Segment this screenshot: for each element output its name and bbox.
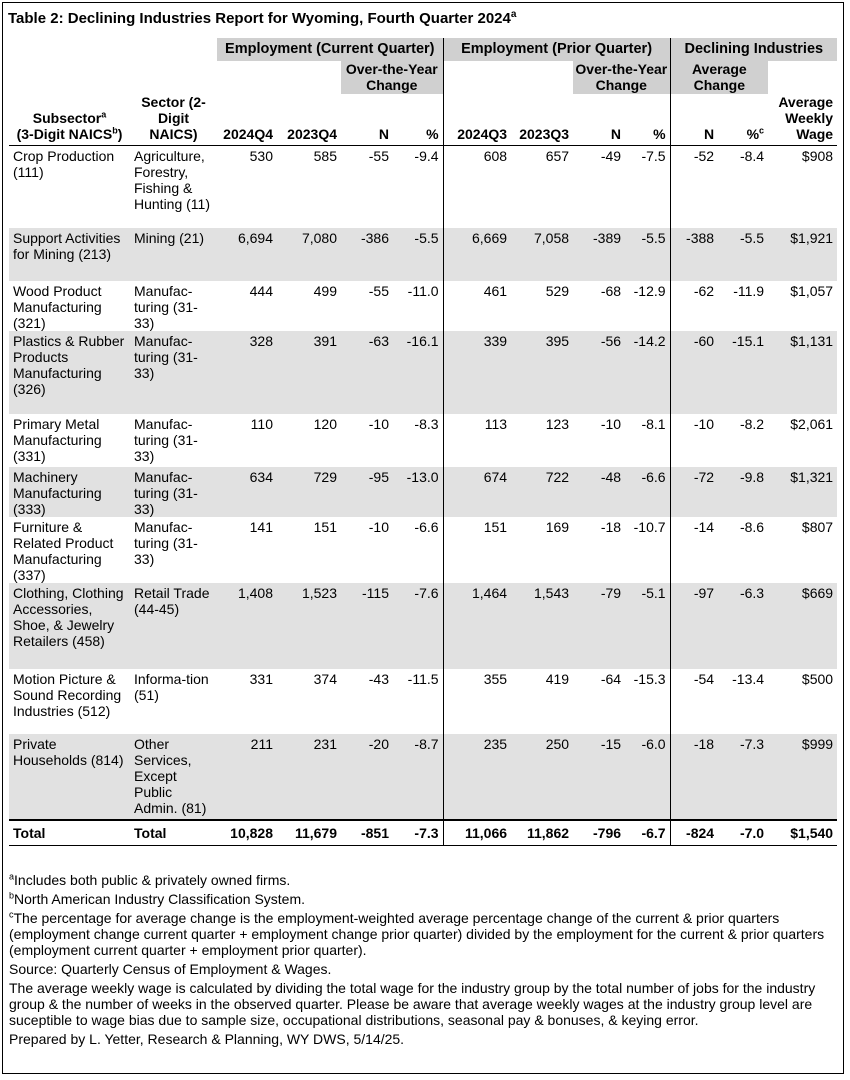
value-cell: -62 [670, 281, 718, 331]
value-cell: -43 [368, 670, 389, 687]
value-cell: 120 [313, 415, 337, 432]
header-2024q4: 2024Q4 [223, 126, 273, 142]
value-cell: -49 [600, 148, 622, 164]
value-cell: 657 [545, 148, 570, 164]
value-cell: $669 [768, 583, 837, 669]
total-value-cell: 11,679 [277, 820, 341, 846]
value-cell: -63 [341, 331, 393, 414]
value-cell: -16.1 [393, 331, 443, 414]
footnote: $^a$Includes both public & privately owned firms. [9, 871, 291, 888]
value-cell: 395 [511, 331, 573, 414]
sector-cell: Manufac-turing (31-33) [130, 467, 217, 517]
value-cell: -55 [368, 148, 389, 164]
value-cell: 169 [545, 518, 570, 535]
sector-cell: Agriculture, Forestry, Fishing & Hunting (11) [134, 148, 211, 212]
value-cell: 444 [249, 282, 273, 299]
subsector-cell: Machinery Manufacturing (333) [9, 467, 130, 517]
value-cell: 6,669 [443, 228, 511, 281]
value-cell: 499 [313, 282, 337, 299]
group-prior-quarter: Employment (Prior Quarter) [443, 38, 670, 61]
value-cell: -15.3 [633, 670, 666, 687]
value-cell: 211 [217, 734, 277, 820]
value-cell: -14 [670, 517, 718, 583]
header-current-pct: % [426, 126, 439, 142]
value-cell: $2,061 [790, 415, 834, 432]
value-cell: -389 [573, 228, 625, 281]
table-row [9, 331, 837, 414]
value-cell: -6.6 [414, 518, 439, 535]
subgroup-oty-prior: Over-the-Year Change [573, 61, 670, 94]
table-row [9, 517, 837, 583]
value-cell: -8.6 [739, 518, 765, 535]
value-cell: 419 [545, 670, 570, 687]
value-cell: -15 [573, 734, 625, 820]
value-cell: -10 [600, 415, 622, 432]
value-cell: -54 [670, 669, 718, 734]
footnote: Prepared by L. Yetter, Research & Planning, WY DWS, 5/14/25. [9, 1031, 405, 1047]
sector-cell: Mining (21) [130, 228, 217, 281]
value-cell: -11.9 [733, 282, 765, 299]
value-cell: -8.2 [739, 415, 765, 432]
value-cell: 151 [443, 517, 511, 583]
value-cell: 1,543 [511, 583, 573, 669]
table-row [9, 467, 837, 517]
value-cell: 6,694 [217, 228, 277, 281]
value-cell: -55 [368, 282, 389, 299]
header-sector: Sector (2-Digit NAICS) [141, 94, 206, 142]
value-cell: -20 [341, 734, 393, 820]
total-subsector-cell: Total [9, 820, 130, 846]
value-cell: -14.2 [625, 331, 670, 414]
subgroup-average-change: Average Change [670, 61, 768, 94]
footnote: $^c$The percentage for average change is the employment-weighted average percentage change of the current & prior quarters (employment change current quarter + employment change prior quarter) divided by the employment for the current & prior quarters (employment current quarter + employment prior quarter). [9, 909, 825, 958]
header-prior-n: N [610, 126, 622, 142]
header-2023q3: 2023Q3 [519, 126, 570, 142]
value-cell: -13.4 [732, 670, 765, 687]
value-cell: 7,080 [277, 228, 341, 281]
subsector-cell: Crop Production (111) [13, 148, 115, 180]
value-cell: 608 [443, 146, 511, 228]
value-cell: -8.3 [414, 415, 439, 432]
value-cell: -388 [670, 228, 718, 281]
value-cell: -64 [600, 670, 622, 687]
subsector-cell: Furniture & Related Product Manufacturing (337) [13, 518, 114, 583]
sector-cell: Manufac-turing (31-33) [134, 282, 198, 331]
value-cell: $999 [768, 734, 837, 820]
value-cell: $500 [801, 670, 834, 687]
value-cell: -10 [368, 518, 389, 535]
value-cell: $1,321 [768, 467, 837, 517]
value-cell: -18 [670, 734, 718, 820]
value-cell: -8.1 [641, 415, 666, 432]
value-cell: 1,523 [277, 583, 341, 669]
header-avg-pct: %$^c$ [746, 125, 765, 142]
sector-cell: Informa-tion (51) [134, 670, 209, 703]
total-value-cell: $1,540 [768, 820, 837, 846]
value-cell: -18 [600, 518, 622, 535]
value-cell: $1,057 [790, 282, 834, 299]
subsector-cell: Clothing, Clothing Accessories, Shoe, & Jewelry Retailers (458) [9, 583, 130, 669]
value-cell: -6.0 [625, 734, 670, 820]
value-cell: -9.4 [414, 148, 439, 164]
value-cell: 339 [443, 331, 511, 414]
value-cell: -5.5 [393, 228, 443, 281]
value-cell: -10 [368, 415, 389, 432]
table-row [9, 583, 837, 669]
value-cell: 250 [511, 734, 573, 820]
table-row [9, 734, 837, 820]
value-cell: -6.3 [718, 583, 768, 669]
header-2023q4: 2023Q4 [287, 126, 337, 142]
value-cell: -79 [573, 583, 625, 669]
sector-cell: Manufac-turing (31-33) [134, 415, 198, 464]
header-subsector: Subsector$^a$ (3-Digit NAICS$^b$) [16, 109, 123, 142]
subsector-cell: Private Households (814) [9, 734, 130, 820]
value-cell: -72 [670, 467, 718, 517]
table-row [9, 669, 837, 734]
subsector-cell: Wood Product Manufacturing (321) [13, 282, 102, 331]
footnote: $^b$North American Industry Classification System. [9, 890, 306, 907]
value-cell: -60 [670, 331, 718, 414]
value-cell: -5.5 [625, 228, 670, 281]
table-row [9, 228, 837, 281]
value-cell: 530 [249, 148, 273, 164]
value-cell: -7.3 [718, 734, 768, 820]
subsector-cell: Motion Picture & Sound Recording Industries (512) [13, 670, 122, 719]
table-row [9, 281, 837, 331]
total-value-cell: -7.3 [393, 820, 443, 846]
sector-cell: Retail Trade (44-45) [130, 583, 217, 669]
value-cell: 110 [250, 415, 273, 432]
total-value-cell: 11,066 [443, 820, 511, 846]
value-cell: -52 [670, 146, 718, 228]
sector-cell: Other Services, Except Public Admin. (81) [130, 734, 217, 820]
header-avg-n: N [670, 94, 718, 146]
header-prior-pct: % [653, 126, 666, 142]
value-cell: $807 [801, 518, 834, 535]
footnote: Source: Quarterly Census of Employment & Wages. [9, 961, 332, 977]
total-row [9, 820, 837, 846]
value-cell: -12.9 [633, 282, 666, 299]
footnotes [9, 872, 837, 1050]
table-row [9, 146, 837, 228]
value-cell: 7,058 [511, 228, 573, 281]
sector-cell: Manufac-turing (31-33) [130, 331, 217, 414]
value-cell: 674 [443, 467, 511, 517]
value-cell: $908 [801, 148, 834, 164]
value-cell: 235 [443, 734, 511, 820]
value-cell: -56 [573, 331, 625, 414]
total-value-cell: 11,862 [511, 820, 573, 846]
value-cell: $1,921 [768, 228, 837, 281]
total-value-cell: -7.0 [718, 820, 768, 846]
value-cell: 328 [217, 331, 277, 414]
value-cell: -386 [341, 228, 393, 281]
header-2024q3: 2024Q3 [443, 94, 511, 146]
value-cell: 374 [313, 670, 337, 687]
subsector-cell: Plastics & Rubber Products Manufacturing (326) [9, 331, 130, 414]
subgroup-oty-current: Over-the-Year Change [341, 61, 443, 94]
group-current-quarter: Employment (Current Quarter) [217, 38, 443, 61]
value-cell: 529 [545, 282, 570, 299]
value-cell: -7.6 [393, 583, 443, 669]
value-cell: 391 [277, 331, 341, 414]
value-cell: -10 [670, 414, 718, 467]
value-cell: -11.0 [407, 282, 439, 299]
value-cell: 634 [217, 467, 277, 517]
value-cell: 461 [443, 281, 511, 331]
header-current-n: N [378, 126, 389, 142]
total-value-cell: -824 [670, 820, 718, 846]
value-cell: 231 [277, 734, 341, 820]
declining-industries-table [9, 38, 837, 846]
sector-cell: Manufac-turing (31-33) [134, 518, 198, 567]
value-cell: -11.5 [407, 670, 439, 687]
value-cell: -97 [670, 583, 718, 669]
value-cell: -9.8 [718, 467, 768, 517]
value-cell: -95 [341, 467, 393, 517]
value-cell: 355 [443, 669, 511, 734]
value-cell: -7.5 [641, 148, 666, 164]
subsector-cell: Primary Metal Manufacturing (331) [13, 415, 102, 464]
value-cell: 722 [511, 467, 573, 517]
value-cell: $1,131 [768, 331, 837, 414]
group-declining-industries: Declining Industries [670, 38, 837, 61]
value-cell: 1,464 [443, 583, 511, 669]
table-title: Table 2: Declining Industries Report for Wyoming, Fourth Quarter 2024$^a$ [8, 9, 517, 27]
value-cell: 1,408 [217, 583, 277, 669]
value-cell: 113 [443, 414, 511, 467]
value-cell: -15.1 [718, 331, 768, 414]
value-cell: 123 [545, 415, 570, 432]
value-cell: -8.4 [739, 148, 765, 164]
total-value-cell: 10,828 [217, 820, 277, 846]
total-value-cell: -851 [341, 820, 393, 846]
value-cell: 585 [313, 148, 337, 164]
value-cell: 151 [313, 518, 337, 535]
value-cell: 141 [249, 518, 273, 535]
value-cell: -48 [573, 467, 625, 517]
subsector-cell: Support Activities for Mining (213) [9, 228, 130, 281]
value-cell: -115 [341, 583, 393, 669]
value-cell: 331 [249, 670, 273, 687]
footnote: The average weekly wage is calculated by dividing the total wage for the industry group by the total number of jobs for the industry group & the number of weeks in the observed quarter. Please be aware that average weekly wages at the industry group level are suceptible to wage bias due to sample size, occupational distributions, seasonal pay & bonuses, & keying error. [9, 980, 816, 1028]
value-cell: -5.5 [718, 228, 768, 281]
value-cell: -68 [600, 282, 622, 299]
header-avg-weekly-wage: Average Weekly Wage [778, 94, 834, 142]
total-value-cell: -796 [573, 820, 625, 846]
value-cell: -8.7 [393, 734, 443, 820]
value-cell: -10.7 [633, 518, 666, 535]
value-cell: -6.6 [625, 467, 670, 517]
value-cell: -13.0 [393, 467, 443, 517]
value-cell: -5.1 [625, 583, 670, 669]
total-sector-cell: Total [130, 820, 217, 846]
value-cell: 729 [277, 467, 341, 517]
total-value-cell: -6.7 [625, 820, 670, 846]
table-row [9, 414, 837, 467]
